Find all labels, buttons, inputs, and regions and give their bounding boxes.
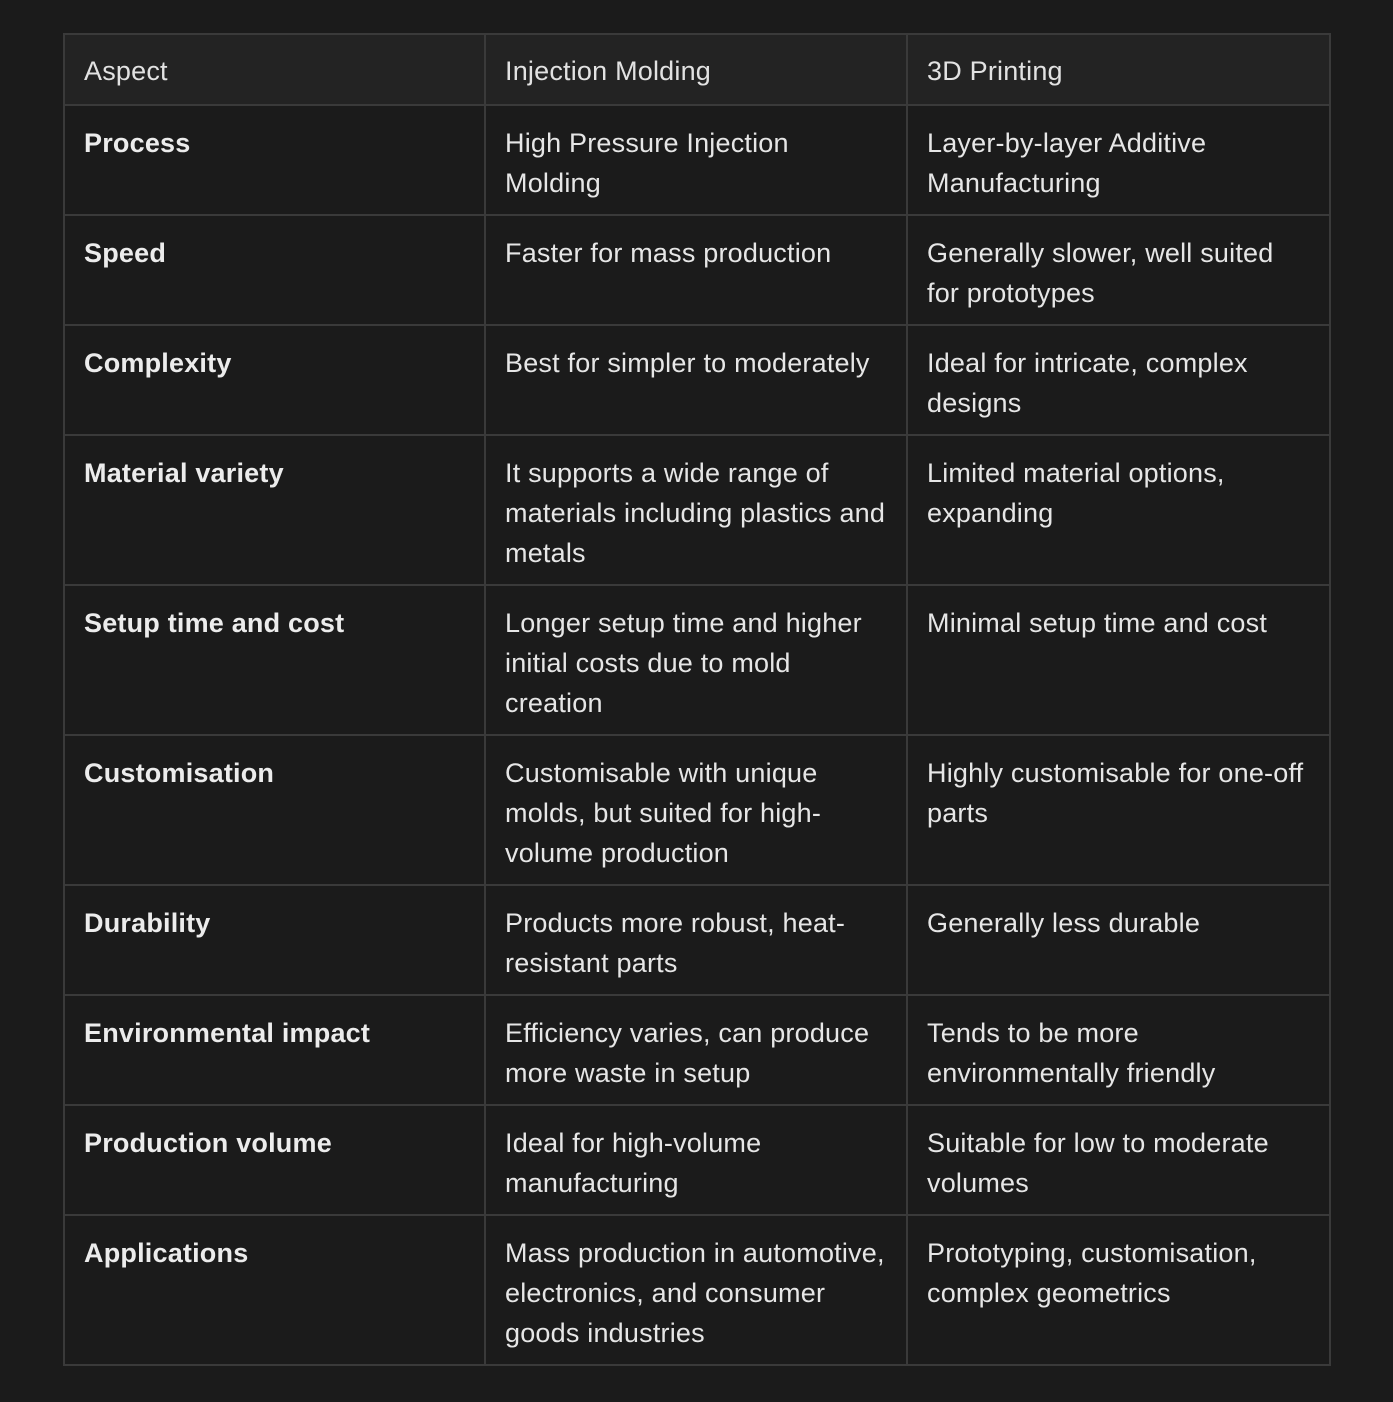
injection-cell: Products more robust, heat-resistant parts [485,885,907,995]
table-row [64,885,1330,995]
printing-cell: Generally less durable [907,885,1330,995]
table-row [64,585,1330,735]
table-row [64,325,1330,435]
aspect-cell: Process [64,105,485,215]
header-injection-molding: Injection Molding [485,34,907,105]
printing-cell: Generally slower, well suited for prototypes [907,215,1330,325]
aspect-cell: Production volume [64,1105,485,1215]
injection-cell: High Pressure Injection Molding [485,105,907,215]
table-header [64,34,1330,105]
injection-cell: Faster for mass production [485,215,907,325]
aspect-cell: Setup time and cost [64,585,485,735]
printing-cell: Highly customisable for one-off parts [907,735,1330,885]
injection-cell: Best for simpler to moderately [485,325,907,435]
aspect-cell: Applications [64,1215,485,1365]
aspect-cell: Speed [64,215,485,325]
injection-cell: Customisable with unique molds, but suited for high-volume production [485,735,907,885]
header-row [64,34,1330,105]
injection-cell: Efficiency varies, can produce more waste in setup [485,995,907,1105]
table-row [64,435,1330,585]
comparison-table-container [63,33,1329,1366]
printing-cell: Suitable for low to moderate volumes [907,1105,1330,1215]
printing-cell: Ideal for intricate, complex designs [907,325,1330,435]
table-row [64,1105,1330,1215]
printing-cell: Layer-by-layer Additive Manufacturing [907,105,1330,215]
comparison-table [63,33,1331,1366]
table-row [64,105,1330,215]
injection-cell: It supports a wide range of materials including plastics and metals [485,435,907,585]
aspect-cell: Complexity [64,325,485,435]
table-row [64,1215,1330,1365]
aspect-cell: Material variety [64,435,485,585]
aspect-cell: Customisation [64,735,485,885]
table-row [64,995,1330,1105]
injection-cell: Longer setup time and higher initial costs due to mold creation [485,585,907,735]
aspect-cell: Environmental impact [64,995,485,1105]
table-row [64,735,1330,885]
printing-cell: Prototyping, customisation, complex geometrics [907,1215,1330,1365]
injection-cell: Mass production in automotive, electronics, and consumer goods industries [485,1215,907,1365]
header-3d-printing: 3D Printing [907,34,1330,105]
table-body [64,105,1330,1365]
header-aspect: Aspect [64,34,485,105]
printing-cell: Minimal setup time and cost [907,585,1330,735]
injection-cell: Ideal for high-volume manufacturing [485,1105,907,1215]
printing-cell: Limited material options, expanding [907,435,1330,585]
table-row [64,215,1330,325]
aspect-cell: Durability [64,885,485,995]
printing-cell: Tends to be more environmentally friendly [907,995,1330,1105]
